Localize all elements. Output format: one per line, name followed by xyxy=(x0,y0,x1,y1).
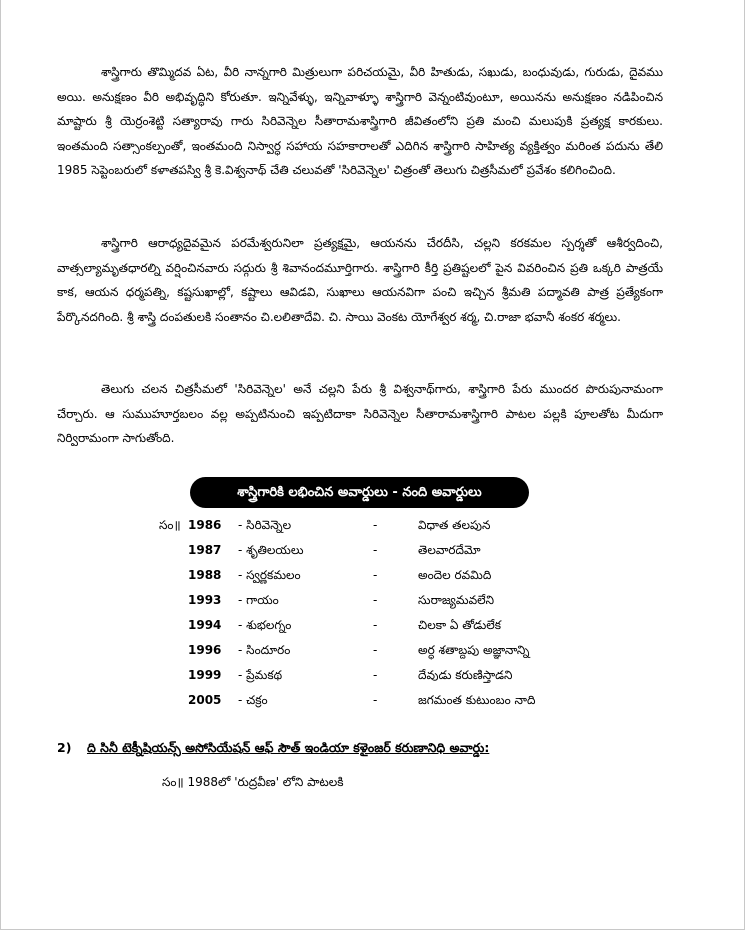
award-film: - శుభలగ్నం xyxy=(238,618,292,632)
award-film: - సిందూరం xyxy=(238,643,291,657)
award-row xyxy=(150,690,570,715)
awards-list xyxy=(150,515,570,715)
award-song: విధాత తలపున xyxy=(418,518,491,532)
award-row xyxy=(150,640,570,665)
award-song: దేవుడు కరుణిస్తాడని xyxy=(418,668,513,682)
paragraph-1 xyxy=(57,60,663,183)
award-dash: - xyxy=(373,518,378,532)
award-year: 1986 xyxy=(188,518,222,532)
award-dash: - xyxy=(373,543,378,557)
award-song: చిలకా ఏ తోడులేక xyxy=(418,618,502,632)
award-film: - స్వర్ణకమలం xyxy=(238,568,301,582)
awards-banner: శాస్త్రిగారికి లభించిన అవార్డులు - నంది అవార్డులు xyxy=(190,477,529,508)
award-year: 1987 xyxy=(188,543,222,557)
section-2-title: ది సినీ టెక్నీషియన్స్ అసోసియేషన్ ఆఫ్ సౌత్ ఇండియా కళైంజర్ కరుణానిధి అవార్డు: xyxy=(87,740,490,755)
paragraph-3 xyxy=(57,377,663,451)
award-song: అర్ధ శతాబ్దపు అజ్ఞానాన్ని xyxy=(418,643,530,657)
paragraph-1-text: శాస్త్రిగారు తొమ్మిదవ ఏట, వీరి నాన్నగారి మిత్రులుగా పరిచయమై, వీరి హితుడు, సఖుడు, బంధువుడు, గురుడు, దైవము అయి. అనుక్షణం వీరి అభివృద్ధిని కోరుతూ. ఇన్నివేళ్ళు, ఇన్నివాళ్ళూ శాస్త్రిగారి వెన్నంటివుంటూ, అయినను అనుక్షణం నడిపించిన మాష్టారు శ్రీ యెర్రంశెట్టి సత్యారావు గారు సిరివెన్నెల సీతారామశాస్త్రిగారి జీవితంలోని ప్రతి మంచి మలుపుకి ప్రత్యక్ష కారకులు. ఇంతమంది సత్సాంకల్పంతో, ఇంతమంది నిస్వార్ధ సహాయ సహకారాలతో ఎదిగిన శాస్త్రిగారి సాహిత్య వ్యక్తిత్వం మరింత పదును తేలి 1985 సెప్టెంబరులో కళాతపస్వి శ్రీ కె.విశ్వనాథ్ చేతి చలువతో 'సిరివెన్నెల' చిత్రంతో తెలుగు చిత్రసీమలో ప్రవేశం కలిగించింది. xyxy=(57,65,663,177)
section-2-number: 2) xyxy=(57,740,72,755)
award-dash: - xyxy=(373,643,378,657)
award-year: 1993 xyxy=(188,593,222,607)
paragraph-2 xyxy=(57,231,663,329)
award-dash: - xyxy=(373,593,378,607)
award-song: సురాజ్యమవలేని xyxy=(418,593,495,607)
award-song: తెలవారదేమో xyxy=(418,543,481,557)
award-row xyxy=(150,540,570,565)
award-year: 1988 xyxy=(188,568,222,582)
award-year: 1994 xyxy=(188,618,222,632)
award-prefix: సం॥ xyxy=(159,518,181,532)
award-year: 1999 xyxy=(188,668,222,682)
award-year: 1996 xyxy=(188,643,222,657)
award-film: - గాయం xyxy=(238,593,279,607)
award-row xyxy=(150,615,570,640)
paragraph-3-text: తెలుగు చలన చిత్రసీమలో 'సిరివెన్నెల' అనే చల్లని పేరు శ్రీ విశ్వనాథ్‌గారు, శాస్త్రిగారి పేరు ముందర పొరుపునామంగా చేర్చారు. ఆ సుముహూర్తబలం వల్ల అప్పటినుంచి ఇప్పటిదాకా సిరివెన్నెల సీతారామశాస్త్రిగారి పాటల పల్లకి పూలతోట మీదుగా నిర్విరామంగా సాగుతోంది. xyxy=(57,382,663,445)
award-row xyxy=(150,590,570,615)
section-2-note: సం॥ 1988లో 'రుద్రవీణ' లోని పాటలకి xyxy=(162,775,344,789)
award-song: జగమంత కుటుంబం నాది xyxy=(418,693,536,707)
award-film: - సిరివెన్నెల xyxy=(238,518,292,532)
award-dash: - xyxy=(373,618,378,632)
award-row xyxy=(150,665,570,690)
award-film: - శృతిలయలు xyxy=(238,543,304,557)
award-dash: - xyxy=(373,568,378,582)
award-film: - చక్రం xyxy=(238,693,268,707)
award-film: - ప్రేమకథ xyxy=(238,668,283,682)
award-dash: - xyxy=(373,693,378,707)
award-row xyxy=(150,515,570,540)
award-dash: - xyxy=(373,668,378,682)
award-song: అందెల రవమిది xyxy=(418,568,492,582)
award-row xyxy=(150,565,570,590)
paragraph-2-text: శాస్త్రిగారి ఆరాధ్యదైవమైన పరమేశ్వరునిలా ప్రత్యక్షమై, ఆయనను చేరదీసి, చల్లని కరకమల స్పర్శతో ఆశీర్వదించి, వాత్సల్యామృతధారల్ని వర్షించినవారు సద్గురు శ్రీ శివానందమూర్తిగారు. శాస్త్రిగారి కీర్తి ప్రతిష్టలలో పైన వివరించిన ప్రతి ఒక్కరి పాత్రయే కాక, ఆయన ధర్మపత్ని, కష్టసుఖాల్లో, కష్టాలు ఆవిడవి, సుఖాలు ఆయనవిగా పంచి ఇచ్చిన శ్రీమతి పద్మావతి పాత్ర ప్రత్యేకంగా పేర్కొనదగింది. శ్రీ శాస్త్రి దంపతులకి సంతానం చి.లలితాదేవి. చి. సాయి వెంకట యోగేశ్వర శర్మ, చి.రాజా భవానీ శంకర శర్మలు. xyxy=(57,236,663,324)
award-year: 2005 xyxy=(188,693,222,707)
section-2-heading xyxy=(57,740,489,759)
